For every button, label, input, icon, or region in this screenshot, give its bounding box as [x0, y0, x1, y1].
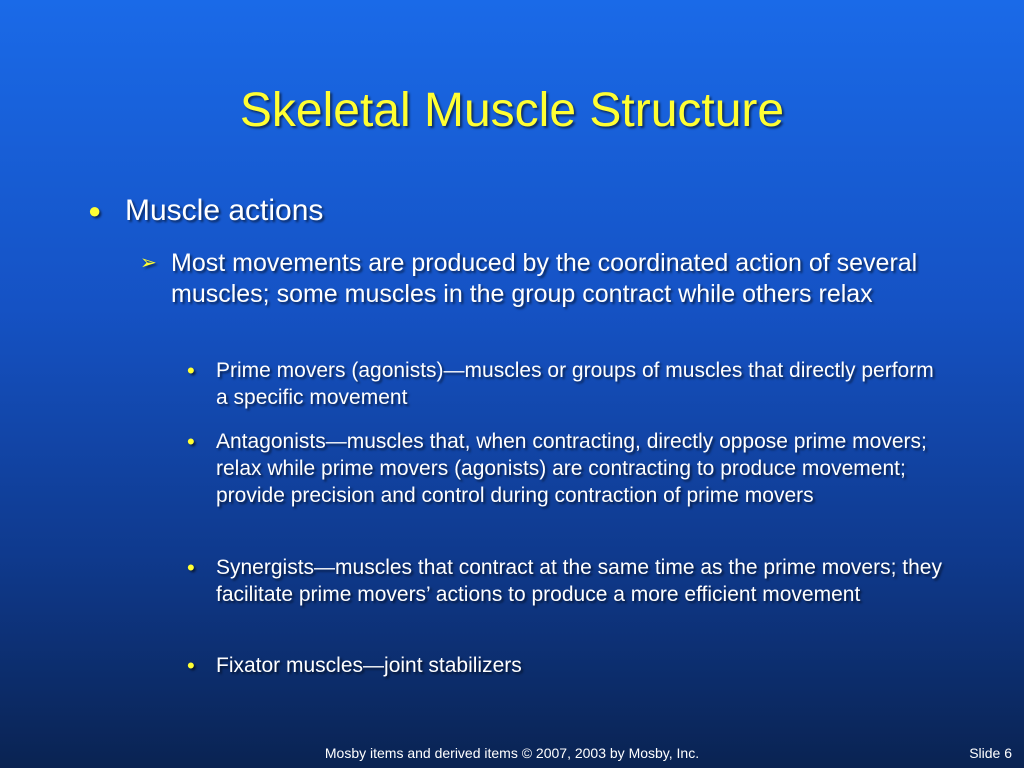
footer-copyright: Mosby items and derived items © 2007, 2003 by Mosby, Inc.	[324, 745, 700, 761]
sub-bullet-fixators	[187, 652, 947, 679]
arrowhead-bullet-icon: ➢	[140, 252, 157, 274]
sub-bullet-prime-movers	[187, 357, 947, 411]
sub-bullet-text: Antagonists—muscles that, when contracting, directly oppose prime movers; relax while prime movers (agonists) are contracting to produce movement; provide precision and control during contraction of prime movers	[216, 430, 927, 507]
dot-bullet-icon: •	[187, 653, 195, 678]
bullet-level2	[140, 248, 940, 310]
dot-bullet-icon: •	[187, 555, 195, 580]
round-bullet-icon: ●	[88, 198, 102, 223]
dot-bullet-icon: •	[187, 358, 195, 383]
slide-title: Skeletal Muscle Structure	[239, 84, 785, 137]
sub-bullet-synergists	[187, 554, 947, 608]
slide-number: Slide 6	[969, 745, 1012, 761]
dot-bullet-icon: •	[187, 429, 195, 454]
sub-bullet-text: Prime movers (agonists)—muscles or groups of muscles that directly perform a specific movement	[216, 359, 934, 409]
sub-bullet-text: Fixator muscles—joint stabilizers	[216, 654, 522, 677]
sub-bullet-antagonists	[187, 428, 947, 509]
sub-bullet-text: Synergists—muscles that contract at the same time as the prime movers; they facilitate prime movers’ actions to produce a more efficient movement	[216, 556, 942, 606]
bullet-level1-text: Muscle actions	[125, 194, 324, 227]
bullet-level2-text: Most movements are produced by the coordinated action of several muscles; some muscles in the group contract while others relax	[171, 249, 918, 308]
bullet-level1	[88, 193, 948, 229]
